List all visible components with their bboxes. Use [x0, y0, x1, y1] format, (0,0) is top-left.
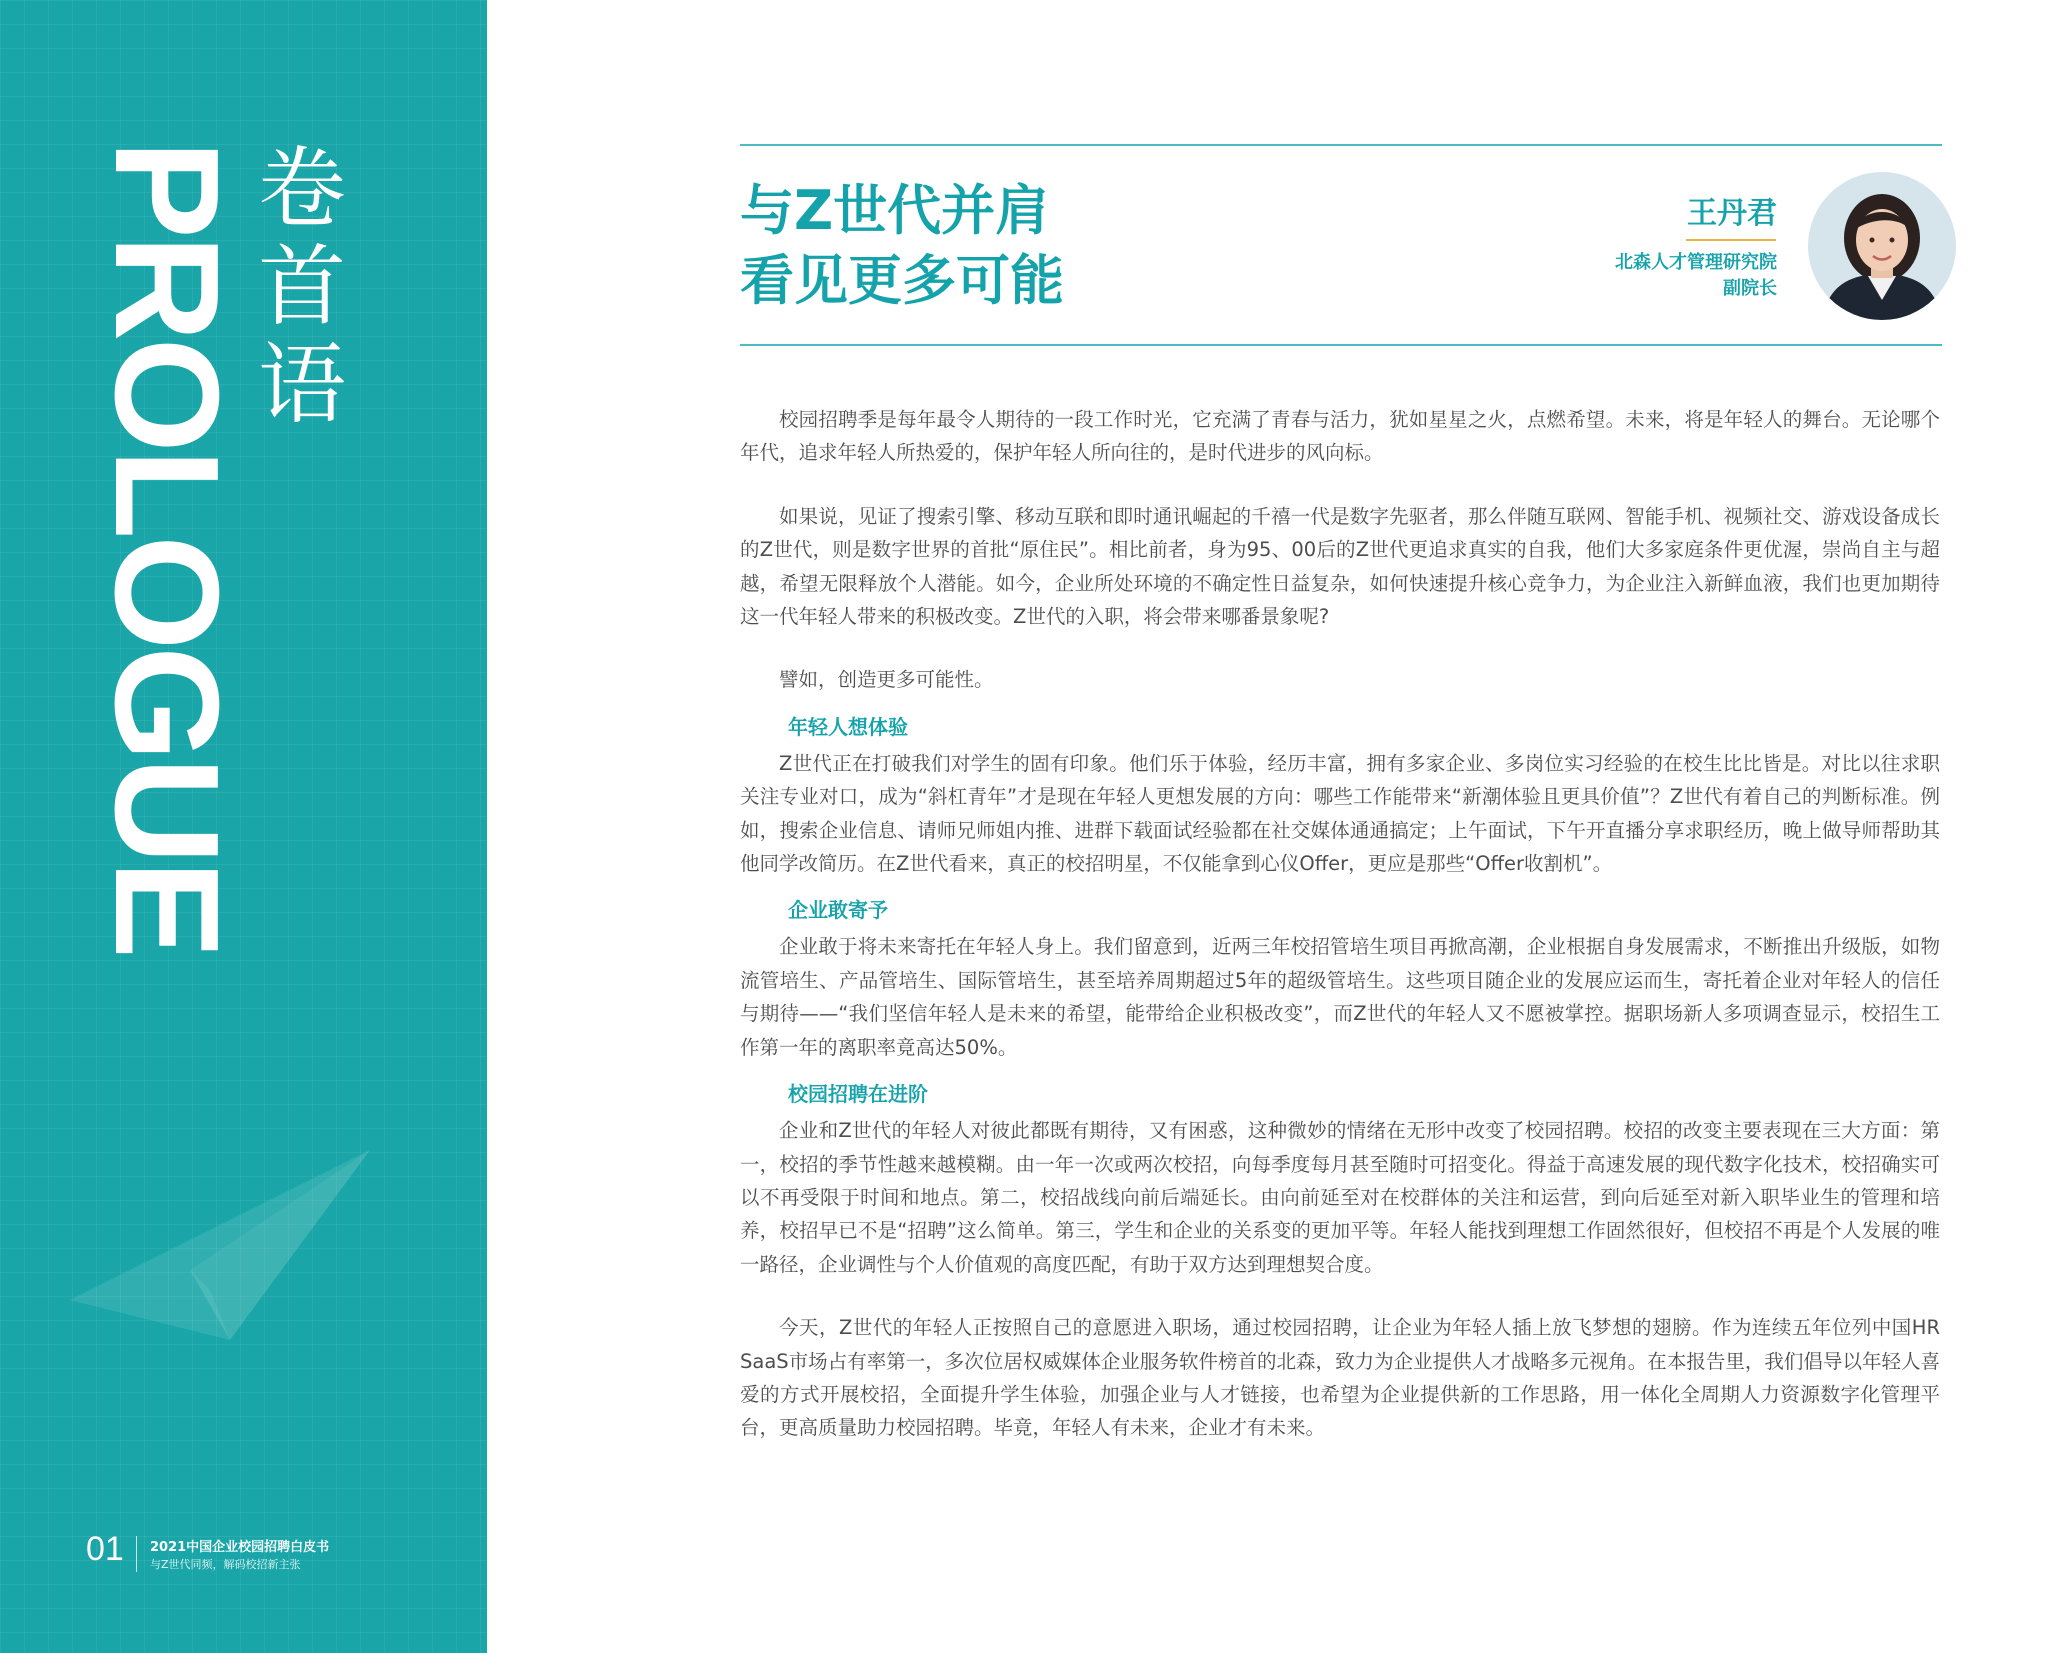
title-line-1: 与Z世代并肩 — [740, 179, 1050, 242]
paragraph-gap — [740, 1281, 1940, 1311]
section-heading: 校园招聘在进阶 — [788, 1082, 928, 1107]
author-portrait — [1808, 172, 1956, 320]
paragraph-gap — [740, 470, 1940, 500]
prologue-cn-title — [252, 137, 352, 436]
top-rule — [740, 144, 1942, 146]
page-title — [740, 176, 1064, 316]
author-role: 副院长 — [1723, 278, 1777, 299]
report-subtitle: 与Z世代同频，解码校招新主张 — [150, 1558, 301, 1571]
section-heading: 年轻人想体验 — [788, 714, 908, 739]
paragraph: 如果说，见证了搜索引擎、移动互联和即时通讯崛起的千禧一代是数字先驱者，那么伴随互联网、智能手机、视频社交、游戏设备成长的Z世代，则是数字世界的首批“原住民”。相比前者，身为95、00后的Z世代更追求真实的自我，他们大多家庭条件更优渥，崇尚自主与超越，希望无限释放个人潜能。如今，企业所处环境的不确定性日益复杂，如何快速提升核心竞争力，为企业注入新鲜血液，我们也更加期待这一代年轻人带来的积极改变。Z世代的入职，将会带来哪番景象呢? — [740, 504, 1940, 629]
bottom-rule — [740, 344, 1942, 346]
paper-plane-icon — [70, 1150, 370, 1340]
paragraph-gap — [740, 633, 1940, 663]
author-org: 北森人才管理研究院 — [1615, 252, 1777, 273]
author-title — [1615, 250, 1777, 302]
paragraph: Z世代正在打破我们对学生的固有印象。他们乐于体验，经历丰富，拥有多家企业、多岗位实习经验的在校生比比皆是。对比以往求职关注专业对口，成为“斜杠青年”才是现在年轻人更想发展的方向：哪些工作能带来“新潮体验且更具价值”？Z世代有着自己的判断标准。例如，搜索企业信息、请师兄师姐内推、进群下载面试经验都在社交媒体通通搞定；上午面试，下午开直播分享求职经历，晚上做导师帮助其他同学改简历。在Z世代看来，真正的校招明星，不仅能拿到心仪Offer，更应是那些“Offer收割机”。 — [740, 751, 1940, 876]
section-heading: 企业敢寄予 — [788, 898, 888, 923]
sidebar-band — [0, 0, 487, 1653]
paragraph: 企业和Z世代的年轻人对彼此都既有期待，又有困惑，这种微妙的情绪在无形中改变了校园招聘。校招的改变主要表现在三大方面：第一，校招的季节性越来越模糊。由一年一次或两次校招，向每季度每月甚至随时可招变化。得益于高速发展的现代数字化技术，校招确实可以不再受限于时间和地点。第二，校招战线向前后端延长。由向前延至对在校群体的关注和运营，到向后延至对新入职毕业生的管理和培养，校招早已不是“招聘”这么简单。第三，学生和企业的关系变的更加平等。年轻人能找到理想工作固然很好，但校招不再是个人发展的唯一路径，企业调性与个人价值观的高度匹配，有助于双方达到理想契合度。 — [740, 1119, 1940, 1276]
title-line-2: 看见更多可能 — [740, 249, 1064, 312]
paragraph: 今天，Z世代的年轻人正按照自己的意愿进入职场，通过校园招聘，让企业为年轻人插上放飞梦想的翅膀。作为连续五年位列中国HR SaaS市场占有率第一，多次位居权威媒体企业服务软件榜首的北森，致力为企业提供人才战略多元视角。在本报告里，我们倡导以年轻人喜爱的方式开展校招，全面提升学生体验，加强企业与人才链接，也希望为企业提供新的工作思路，用一体化全周期人力资源数字化管理平台，更高质量助力校园招聘。毕竟，年轻人有未来，企业才有未来。 — [740, 1316, 1940, 1440]
cn-title-char: 首 — [257, 235, 346, 338]
paragraph-gap — [740, 697, 1940, 707]
report-title: 2021中国企业校园招聘白皮书 — [150, 1540, 330, 1555]
page-number: 01 — [86, 1530, 124, 1568]
cn-title-char: 卷 — [257, 137, 346, 240]
article-body — [740, 403, 1940, 1445]
prologue-vertical-title: PROLOGUE — [84, 140, 249, 955]
author-underline — [1686, 239, 1776, 241]
paragraph: 校园招聘季是每年最令人期待的一段工作时光，它充满了青春与活力，犹如星星之火，点燃希望。未来，将是年轻人的舞台。无论哪个年代，追求年轻人所热爱的，保护年轻人所向往的，是时代进步的风向标。 — [740, 408, 1940, 465]
paragraph: 譬如，创造更多可能性。 — [779, 668, 994, 692]
paragraph-gap — [740, 1064, 1940, 1074]
paragraph-gap — [740, 880, 1940, 890]
cn-title-char: 语 — [257, 333, 346, 436]
author-name: 王丹君 — [1687, 196, 1777, 231]
footer-divider — [136, 1536, 137, 1572]
paragraph: 企业敢于将未来寄托在年轻人身上。我们留意到，近两三年校招管培生项目再掀高潮，企业根据自身发展需求，不断推出升级版，如物流管培生、产品管培生、国际管培生，甚至培养周期超过5年的超级管培生。这些项目随企业的发展应运而生，寄托着企业对年轻人的信任与期待——“我们坚信年轻人是未来的希望，能带给企业积极改变”，而Z世代的年轻人又不愿被掌控。据职场新人多项调查显示，校招生工作第一年的离职率竟高达50%。 — [740, 935, 1940, 1059]
